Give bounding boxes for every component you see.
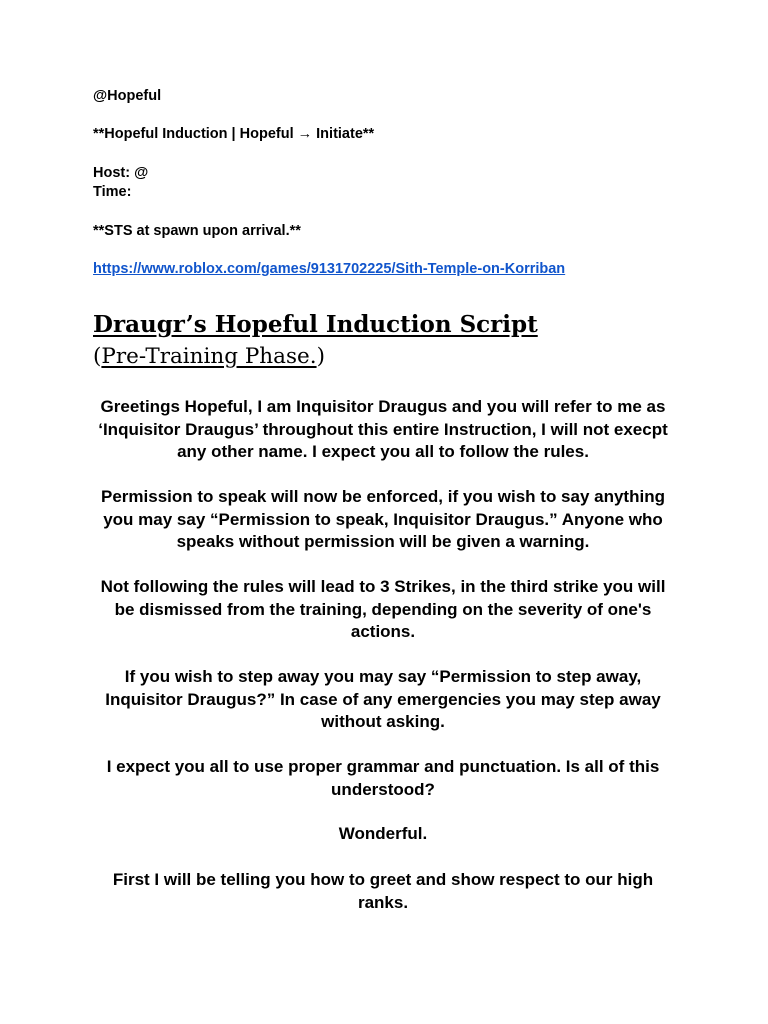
sts-line: **STS at spawn upon arrival.** [93, 223, 301, 239]
subtitle-phase: Pre-Training Phase. [101, 344, 317, 369]
paragraph-greet-high-ranks: First I will be telling you how to greet and show respect to our high ranks. [112, 870, 654, 912]
mention-line: @Hopeful [93, 88, 162, 104]
paragraph-wonderful: Wonderful. [338, 824, 428, 843]
host-line: Host: @ [93, 165, 149, 181]
paragraph-greeting: Greetings Hopeful, I am Inquisitor Draugus and you will refer to me as ‘Inquisitor Draugus’ throughout this entire Instruction, I will not execpt any other name. I expect you all to follow the rules. [98, 397, 668, 461]
paragraph-step-away: If you wish to step away you may say “Permission to step away, Inquisitor Draugus?” In case of any emergencies you may step away without asking. [105, 667, 661, 731]
game-link[interactable]: https://www.roblox.com/games/9131702225/Sith-Temple-on-Korriban [93, 261, 566, 277]
paragraph-grammar: I expect you all to use proper grammar and punctuation. Is all of this understood? [106, 757, 660, 799]
paragraph-strikes: Not following the rules will lead to 3 Strikes, in the third strike you will be dismissed from the training, depending on the severity of one's actions. [100, 577, 666, 641]
paragraph-permission-to-speak: Permission to speak will now be enforced, if you wish to say anything you may say “Permission to speak, Inquisitor Draugus.” Anyone who speaks without permission will be given a warning. [101, 487, 665, 551]
time-line: Time: [93, 184, 132, 200]
subtitle-open-paren: ( [93, 344, 102, 369]
script-subtitle [93, 342, 325, 372]
subtitle-close-paren: ) [316, 344, 325, 369]
script-title: Draugr’s Hopeful Induction Script [93, 311, 538, 338]
induction-heading-line: **Hopeful Induction | Hopeful → Initiate** [93, 126, 375, 142]
